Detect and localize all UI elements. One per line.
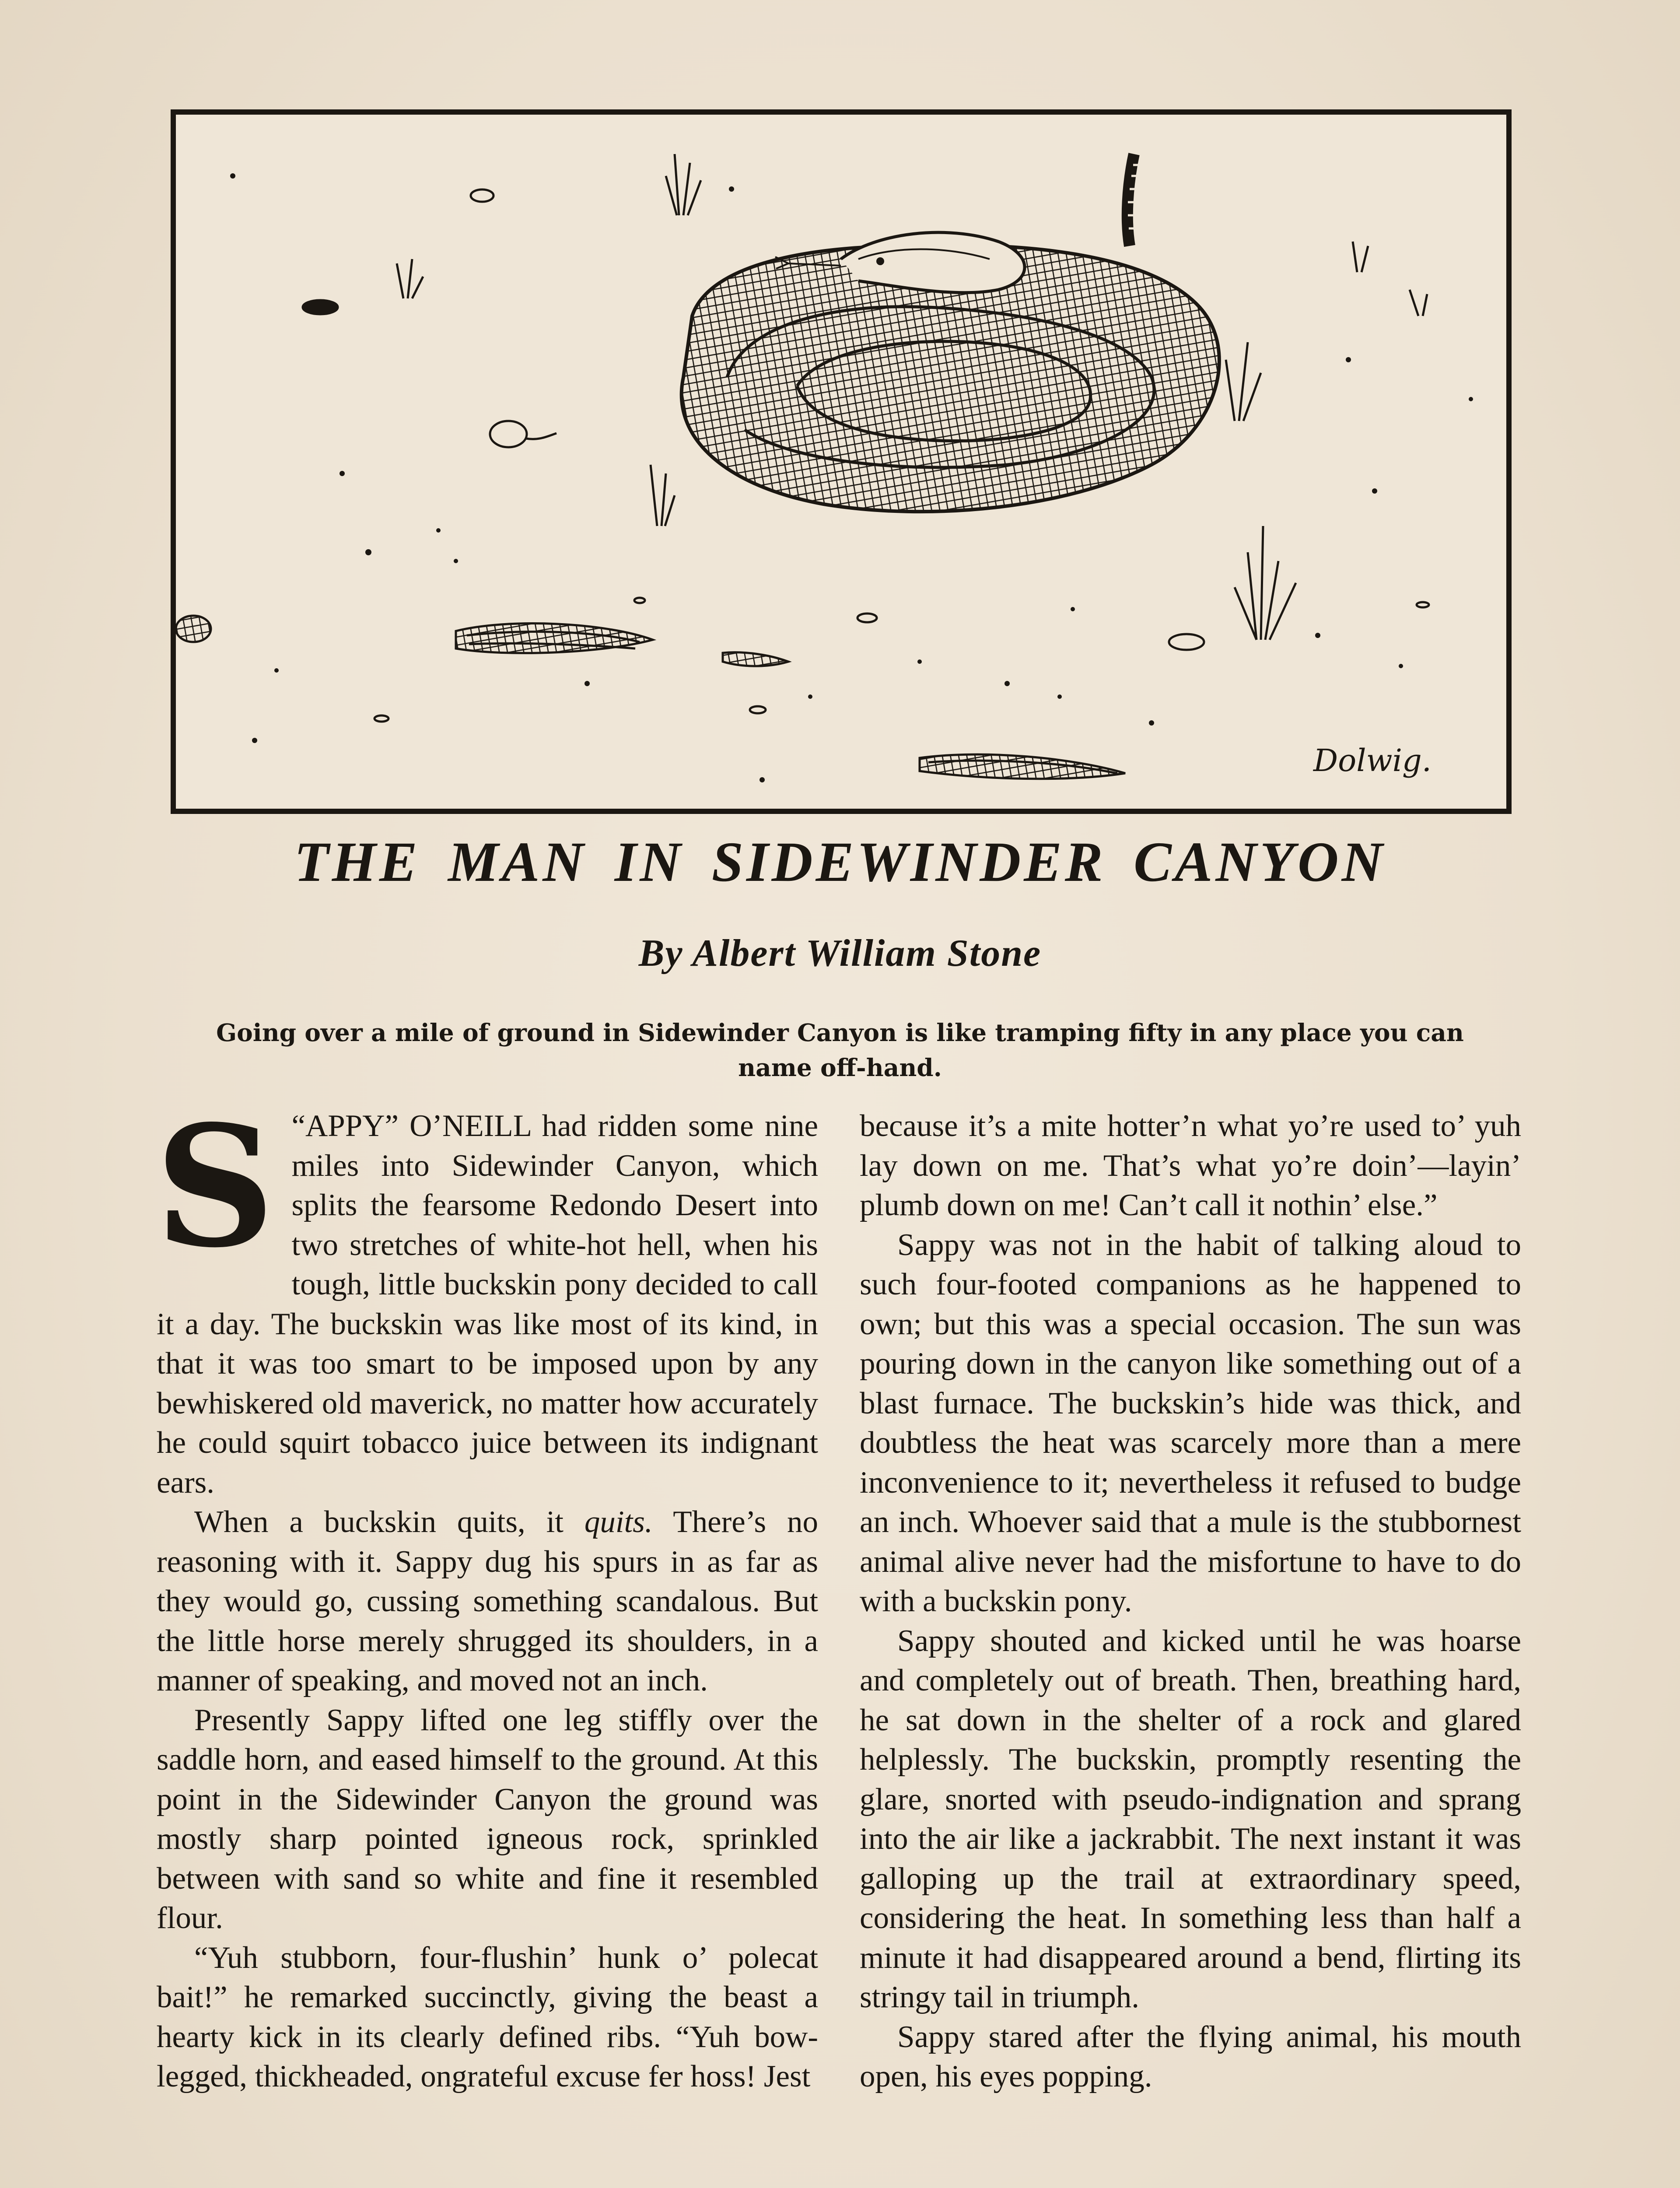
paragraph: When a buckskin quits, it quits. There’s no reasoning with it. Sappy dug his spurs in as far as they would go, cussing something scandalous. But the little horse merely shrugged its shoulders, in a manner of speaking, and moved not an inch.	[157, 1505, 818, 1697]
emphasis: quits.	[584, 1505, 653, 1539]
paragraph-text: APPY” O’NEILL had ridden some nine miles into Sidewinder Canyon, which splits the fearsome Redondo Desert into two stretches of white-hot hell, when his tough, little buckskin pony decided to call it a day. The buckskin was like most of its kind, in that it was too smart to be imposed upon by any bewhiskered old maverick, no matter how accurately he could squirt tobacco juice between its indignant ears.	[157, 1109, 818, 1500]
artist-signature: Dolwig.	[1313, 743, 1432, 778]
article-byline: By Albert William Stone	[638, 932, 1042, 975]
right-column	[860, 1106, 1521, 2097]
article-title: THE MAN IN SIDEWINDER CANYON	[294, 831, 1386, 894]
left-column	[155, 1089, 818, 2097]
paragraph: because it’s a mite hotter’n what yo’re used to’ yuh lay down on me. That’s what yo’re doin’—layin’ plumb down on me! Can’t call it nothin’ else.”	[860, 1109, 1521, 1222]
paragraph: Presently Sappy lifted one leg stiffly over the saddle horn, and eased himself to the ground. At this point in the Sidewinder Canyon the ground was mostly sharp pointed igneous rock, sprinkled between with sand so white and fine it resembled flour.	[157, 1703, 818, 1935]
open-quote: “	[291, 1109, 305, 1143]
article-blurb: Going over a mile of ground in Sidewinder Canyon is like tramping fifty in any place you can name off-hand.	[216, 1018, 1464, 1082]
coiled-snake	[682, 154, 1219, 512]
paragraph	[155, 1089, 818, 1502]
rattlesnake-drawing	[176, 115, 1506, 809]
paragraph: Sappy shouted and kicked until he was hoarse and completely out of breath. Then, breathing hard, he sat down in the shelter of a rock and glared helplessly. The buckskin, promptly resenting the glare, snorted with pseudo-indignation and sprang into the air like a jackrabbit. The next instant it was galloping up the trail at extraordinary speed, considering the heat. In something less than half a minute it had disappeared around a bend, flirting its stringy tail in triumph.	[860, 1623, 1521, 2014]
rattlesnake-illustration	[171, 109, 1512, 814]
paragraph: Sappy stared after the flying animal, his mouth open, his eyes popping.	[860, 2020, 1521, 2093]
paragraph: Sappy was not in the habit of talking aloud to such four-footed companions as he happened to own; but this was a special occasion. The sun was pouring down in the canyon like something out of a blast furnace. The buckskin’s hide was thick, and doubtless the heat was scarcely more than a mere inconvenience to it; nevertheless it refused to budge an inch. Whoever said that a mule is the stubbornest animal alive never had the misfortune to have to do with a buckskin pony.	[860, 1227, 1521, 1618]
drop-cap: S	[155, 1089, 275, 1284]
paragraph: “Yuh stubborn, four-flushin’ hunk o’ polecat bait!” he remarked succinctly, giving the beast a hearty kick in its clearly defined ribs. “Yuh bow-legged, thickheaded, ongrateful excuse fer hoss! Jest	[157, 1940, 818, 2093]
